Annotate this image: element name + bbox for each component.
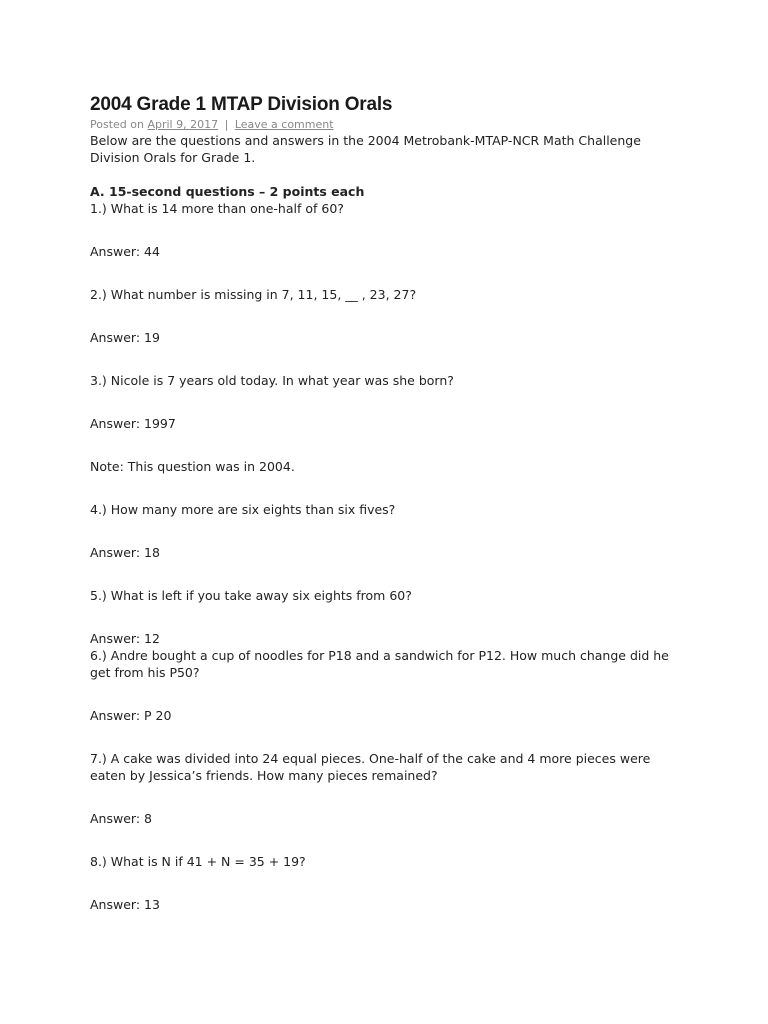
document-page [90,92,690,913]
question-1: 1.) What is 14 more than one-half of 60? [90,201,344,216]
section-heading: A. 15-second questions – 2 points each [90,184,365,199]
answer-2: Answer: 19 [90,330,160,345]
question-5: 5.) What is left if you take away six eights from 60? [90,588,412,603]
answer-5: Answer: 12 [90,631,160,646]
meta-separator: | [224,118,229,131]
post-meta [90,118,690,132]
leave-comment-link[interactable]: Leave a comment [234,118,334,131]
question-8: 8.) What is N if 41 + N = 35 + 19? [90,854,306,869]
post-title: 2004 Grade 1 MTAP Division Orals [90,94,393,115]
posted-on-label: Posted on [90,118,144,131]
answer-4: Answer: 18 [90,545,160,560]
question-3: 3.) Nicole is 7 years old today. In what year was she born? [90,373,454,388]
question-4: 4.) How many more are six eights than six fives? [90,502,396,517]
answer-8: Answer: 13 [90,897,160,912]
question-2: 2.) What number is missing in 7, 11, 15, __ , 23, 27? [90,287,417,302]
note-3: Note: This question was in 2004. [90,459,295,474]
post-date-link[interactable]: April 9, 2017 [147,118,219,131]
post-intro: Below are the questions and answers in the 2004 Metrobank-MTAP-NCR Math Challenge Division Orals for Grade 1. [90,133,641,165]
answer-3: Answer: 1997 [90,416,176,431]
question-7: 7.) A cake was divided into 24 equal pieces. One-half of the cake and 4 more pieces were eaten by Jessica’s friends. How many pieces remained? [90,751,651,783]
answer-1: Answer: 44 [90,244,160,259]
question-6: 6.) Andre bought a cup of noodles for P18 and a sandwich for P12. How much change did he get from his P50? [90,648,669,680]
answer-6: Answer: P 20 [90,708,172,723]
answer-7: Answer: 8 [90,811,152,826]
